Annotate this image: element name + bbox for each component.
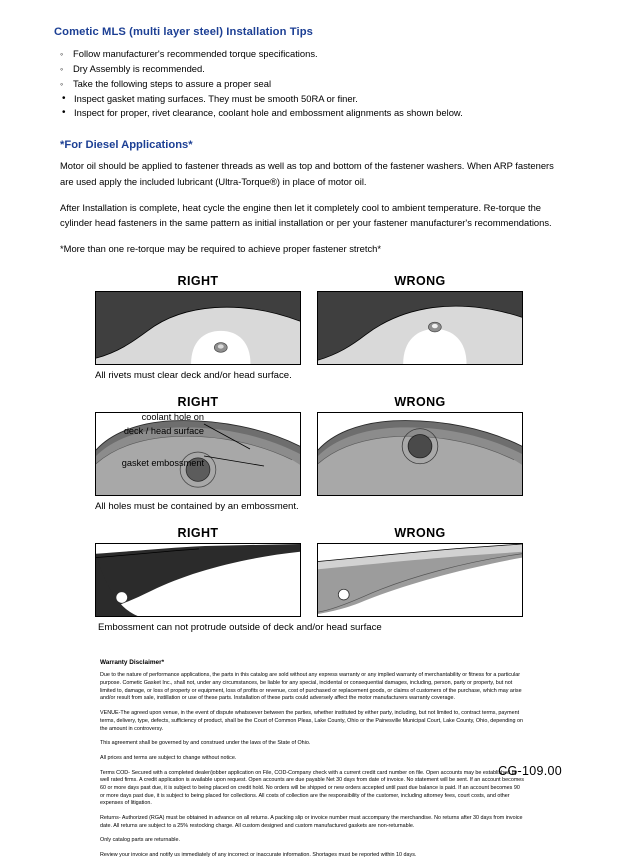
figure-caption-rivets: All rivets must clear deck and/or head surface. (95, 370, 292, 382)
figure-callouts (14, 411, 204, 468)
figure-label-wrong: WRONG (394, 526, 446, 541)
warranty-section (48, 659, 570, 859)
list-item: ◦ Follow manufacturer's recommended torque specifications. (60, 47, 570, 62)
figure-label-right: RIGHT (177, 274, 219, 289)
warranty-heading: Warranty Disclaimer* (100, 659, 165, 667)
callout-coolant-hole: coolant hole on deck / head surface (123, 412, 204, 436)
figure-label-right: RIGHT (177, 395, 219, 410)
page-title: Cometic MLS (multi layer steel) Installation Tips (54, 26, 313, 38)
figure-caption-wrap-3 (92, 622, 526, 633)
warranty-paragraph: Due to the nature of performance applications, the parts in this catalog are sold without any express warranty or any implied warranty of merchantability or fitness for a particular purpose. Cometic Gasket Inc., shall not, under any circumstances, be liable for any special, incidental or consequential damages, including, person, party or property, but not limited to, damage, or loss of property or equipment, loss of profits or revenue, cost of purchased or replacement goods, or claims of customers of the purchase, which may arise and/or result from sale, instillation or use of these parts. Installation of these parts could adversely affect the motor manufacturers warranty coverage. (100, 672, 522, 702)
list-item: ◦ Take the following steps to assure a proper seal (60, 77, 570, 92)
figure-wrong-protrusion (317, 526, 523, 617)
warranty-paragraph: All prices and terms are subject to change without notice. (100, 754, 237, 761)
figure-image-wrong-protrusion (317, 543, 523, 617)
figure-caption-wrap-1 (95, 370, 523, 381)
list-item: • Inspect for proper, rivet clearance, coolant hole and embossment alignments as shown below. (62, 106, 570, 121)
figure-image-wrong-embossment (317, 412, 523, 496)
list-item: • Inspect gasket mating surfaces. They must be smooth 50RA or finer. (62, 92, 570, 107)
diesel-paragraph-1: Motor oil should be applied to fastener threads as well as top and bottom of the fastener washers. When ARP fasteners are used apply the included lubricant (Ultra-Torque®) in place of motor oil. (60, 160, 554, 187)
warranty-paragraph: This agreement shall be governed by and construed under the laws of the State of Ohio. (100, 740, 311, 747)
figure-label-wrong: WRONG (394, 395, 446, 410)
figure-label-right: RIGHT (177, 526, 219, 541)
warranty-paragraph: Returns- Authorized (RGA) must be obtained in advance on all returns. A packing slip or invoice number must accompany the merchandise. No returns after 30 days from invoice date. All returns are subject to a 25% restocking charge. All custom designed and custom manufactured gaskets are non-returnable. (100, 814, 523, 829)
figure-row-rivets (48, 274, 570, 365)
figure-image-right-rivets (95, 291, 301, 365)
warranty-paragraph: Only catalog parts are returnable. (100, 837, 181, 844)
installation-tips-list (48, 47, 570, 92)
diesel-section-heading: *For Diesel Applications* (60, 139, 193, 152)
diesel-paragraph-2: After Installation is complete, heat cycle the engine then let it completely cool to ambient temperature. Re-torque the cylinder head fasteners in the same pattern as initial installation or per your fastener manufacturer's recommendations. (60, 201, 552, 228)
figure-caption-embossment: All holes must be contained by an embossment. (95, 501, 299, 513)
figure-caption-protrusion: Embossment can not protrude outside of deck and/or head surface (98, 622, 382, 634)
figure-row-protrusion (48, 526, 570, 617)
diesel-paragraph-3: *More than one re-torque may be required to achieve proper fastener stretch* (60, 243, 382, 255)
figure-image-wrong-rivets (317, 291, 523, 365)
callout-gasket-embossment: gasket embossment (121, 458, 204, 469)
warranty-paragraph: VENUE-The agreed upon venue, in the event of dispute whatsoever between the parties, whether instituted by either party, including, but not limited to, contract terms, payment terms, delivery, type, defects, sufficiency of product, shall be the Court of Common Pleas, Lake County, Ohio or the Painesville Municipal Court, Lake County, Ohio, depending on the amount in controversy. (100, 710, 523, 732)
list-item: ◦ Dry Assembly is recommended. (60, 62, 570, 77)
installation-tips-sublist (48, 92, 570, 122)
document-code: CG-109.00 (498, 764, 562, 778)
figure-label-wrong: WRONG (394, 274, 446, 289)
figure-wrong-embossment (317, 395, 523, 496)
figure-section (48, 274, 570, 633)
warranty-paragraph: Review your invoice and notify us immediately of any incorrect or inaccurate information. Shortages must be reported within 10 days. (100, 851, 417, 858)
figure-caption-wrap-2 (95, 501, 523, 512)
warranty-paragraph: Terms COD- Secured with a completed dealer/jobber application on File, COD-Company check with a current credit card number on file. Open accounts may be established by well rated firms. A credit application is available upon request. Open accounts are due payable Net 30 days from date of invoice. No statement will be sent. If an account becomes 60 or more days past due, it is subject to being placed on credit hold. No orders will be shipped or new orders accepted until past due balance is paid. If an account becomes 90 or more days past due, it is subject to being placed for collections. All costs of collection are the responsibility of the customer, including attorney fees, court costs, and other expenses of litigation. (100, 769, 524, 807)
figure-wrong-rivets (317, 274, 523, 365)
figure-right-protrusion (95, 526, 301, 617)
figure-right-rivets (95, 274, 301, 365)
figure-image-right-protrusion (95, 543, 301, 617)
